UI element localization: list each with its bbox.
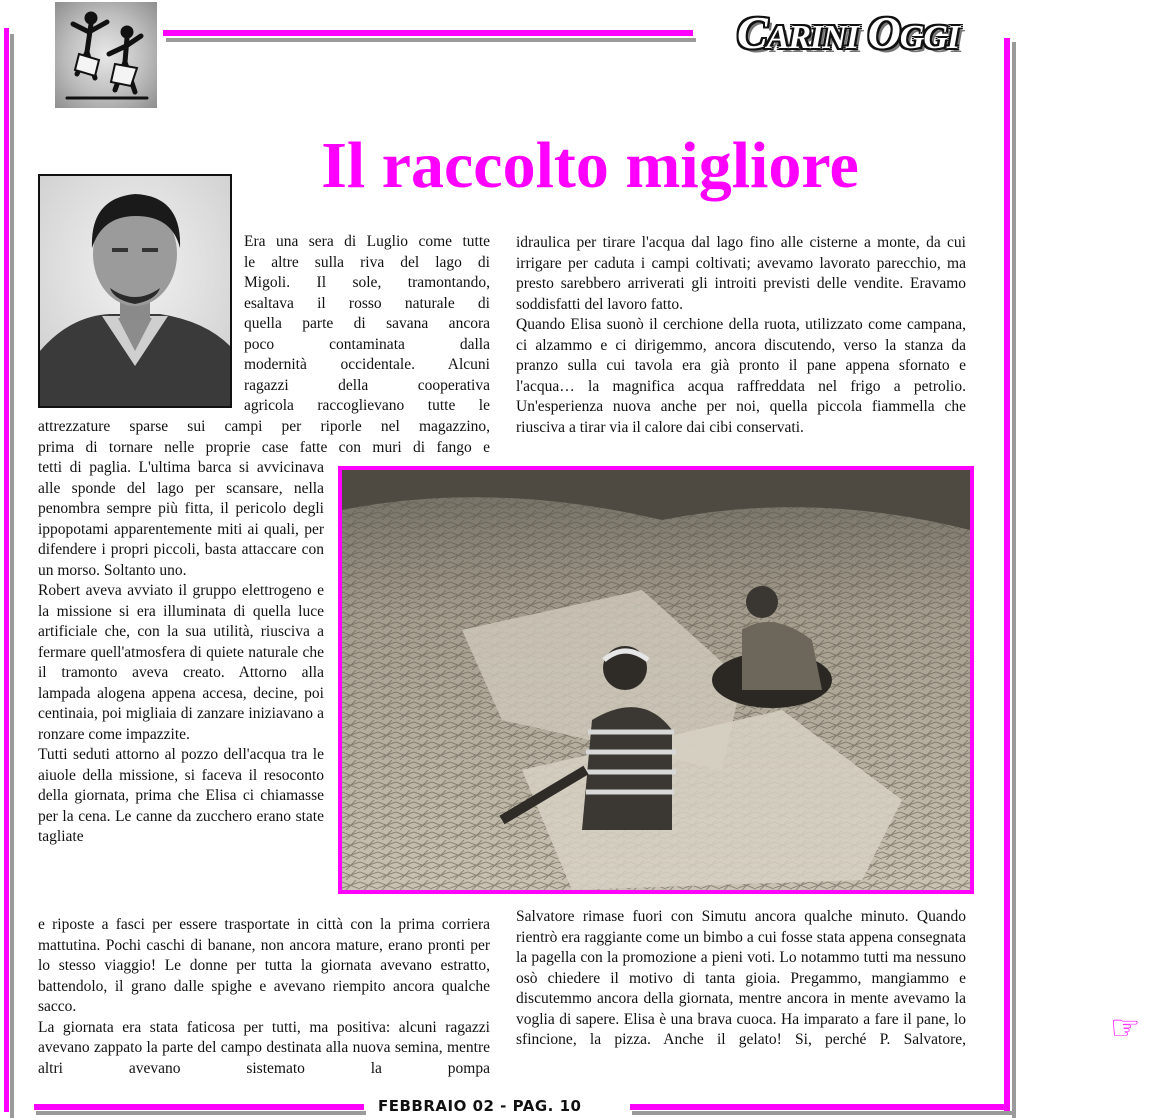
masthead-arini: ARINI (766, 19, 859, 56)
text-line: modernità occidentale. Alcuni (244, 356, 490, 373)
page-footer: FEBBRAIO 02 - PAG. 10 (378, 1097, 582, 1115)
frame-right (1004, 38, 1010, 1114)
paragraph: tetti di paglia. L'ultima barca si avvicinava alle sponde del lago per scansare, nella penombra sempre più fitta, il pericolo degli ippopotami apparentemente miti ai quali, per difendere i propri piccoli, basta attaccare con un morso. Soltanto uno. (38, 459, 324, 579)
paragraph: idraulica per tirare l'acqua dal lago fino alle cisterne a monte, da cui irrigare per caduta i campi coltivati; avevamo lavorato parecchio, ma presto sarebbero arriverati gli introiti previsti delle vendite. Eravamo soddisfatti del lavoro fatto. (516, 234, 966, 313)
paragraph: Robert aveva avviato il gruppo elettrogeno e la missione si era illuminata di quella luce artificiale che, con la sua utilità, riusciva a fermare quell'atmosfera di quiete naturale che il tramonto aveva creato. Attorno alla lampada alogena appena accesa, decine, poi centinaia, poi migliaia di zanzare iniziavano a ronzare come impazzite. (38, 582, 324, 743)
col1-bottom (38, 915, 490, 1079)
text-line: prima di tornare nelle proprie case fatte con muri di fango e (38, 438, 490, 456)
col1-beside-portrait (244, 232, 490, 417)
frame-right-shadow (1012, 42, 1016, 1118)
col1-full-lines (38, 417, 490, 458)
text-line: Migoli. Il sole, tramontando, (244, 274, 490, 291)
text-line: agricola raccoglievano tutte le (244, 397, 490, 414)
paragraph: e riposte a fasci per essere trasportate in città con la prima corriera mattutina. Pochi caschi di banane, non ancora mature, erano pronti per lo stesso viaggio! Le donne per tutta la giornata avevano estratto, battendolo, il grano dalle spighe e avevano riempito ancora qualche sacco. (38, 916, 490, 1015)
paragraph: Quando Elisa suonò il cerchione della ruota, utilizzato come campana, ci alzammo e ci dirigemmo, ancora discutendo, verso la stanza da pranzo sulla cui tavola era già pronto il pane appena sfornato e l'acqua… la magnifica acqua raffreddata nel frigo a petrolio. Un'esperienza nuova anche per noi, quella piccola fiammella che riusciva a tirar via il calore dai cibi conservati. (516, 316, 966, 436)
col1-narrow (38, 458, 324, 848)
text-line: Era una sera di Luglio come tutte (244, 233, 490, 250)
masthead-c: C (737, 7, 767, 58)
frame-bottom-right-shadow (632, 1111, 1012, 1115)
masthead-o: O (867, 7, 900, 58)
col2-bottom (516, 907, 966, 1051)
text-line: quella parte di savana ancora (244, 315, 490, 332)
text-line: attrezzature sparse sui campi per riporle nel magazzino, (38, 418, 490, 435)
text-line: poco contaminata dalla (244, 335, 490, 353)
frame-top-shadow (166, 38, 696, 42)
paragraph: Tutti seduti attorno al pozzo dell'acqua tra le aiuole della missione, si faceva il resoconto della giornata, prima che Elisa ci chiamasse per la cena. Le canne da zucchero erano state tagliate (38, 746, 324, 845)
paragraph: Salvatore rimase fuori con Simutu ancora qualche minuto. Quando rientrò era raggiante come un bimbo a cui fosse stata appena consegnata la pagella con la promozione a pieni voti. Lo notammo tutti ma nessuno osò chiedere il motivo di tanta gioia. Pregammo, mangiammo e discutemmo ancora della giornata, mentre ancora in mente avevamo la voglia di sapere. Elisa è una brava cuoca. Ha imparato a fare il pane, lo sfincione, la pizza. Anche il gelato! Si, perché P. Salvatore, (516, 908, 966, 1048)
frame-bottom-right (630, 1104, 1010, 1110)
col2-top (516, 233, 966, 438)
article-title: Il raccolto migliore (321, 129, 859, 202)
frame-bottom-left-shadow (36, 1111, 366, 1115)
frame-left (4, 28, 9, 1112)
text-line: esaltava il rosso naturale di (244, 294, 490, 312)
frame-bottom-left (34, 1104, 364, 1110)
logo-dancers (55, 2, 157, 108)
pointing-hand-icon: ☞ (1110, 1008, 1141, 1048)
masthead (737, 6, 959, 59)
frame-top (163, 30, 693, 36)
author-portrait (38, 174, 232, 408)
text-line: ragazzi della cooperativa (244, 376, 490, 394)
harvest-photo (338, 466, 974, 894)
text-line: le altre sulla riva del lago di (244, 253, 490, 271)
masthead-ggi: GGI (899, 19, 960, 56)
paragraph: La giornata era stata faticosa per tutti, ma positiva: alcuni ragazzi avevano zappato la parte del campo destinata alla nuova semina, mentre altri avevano sistemato la pompa (38, 1018, 490, 1077)
frame-left-shadow (10, 34, 14, 1118)
